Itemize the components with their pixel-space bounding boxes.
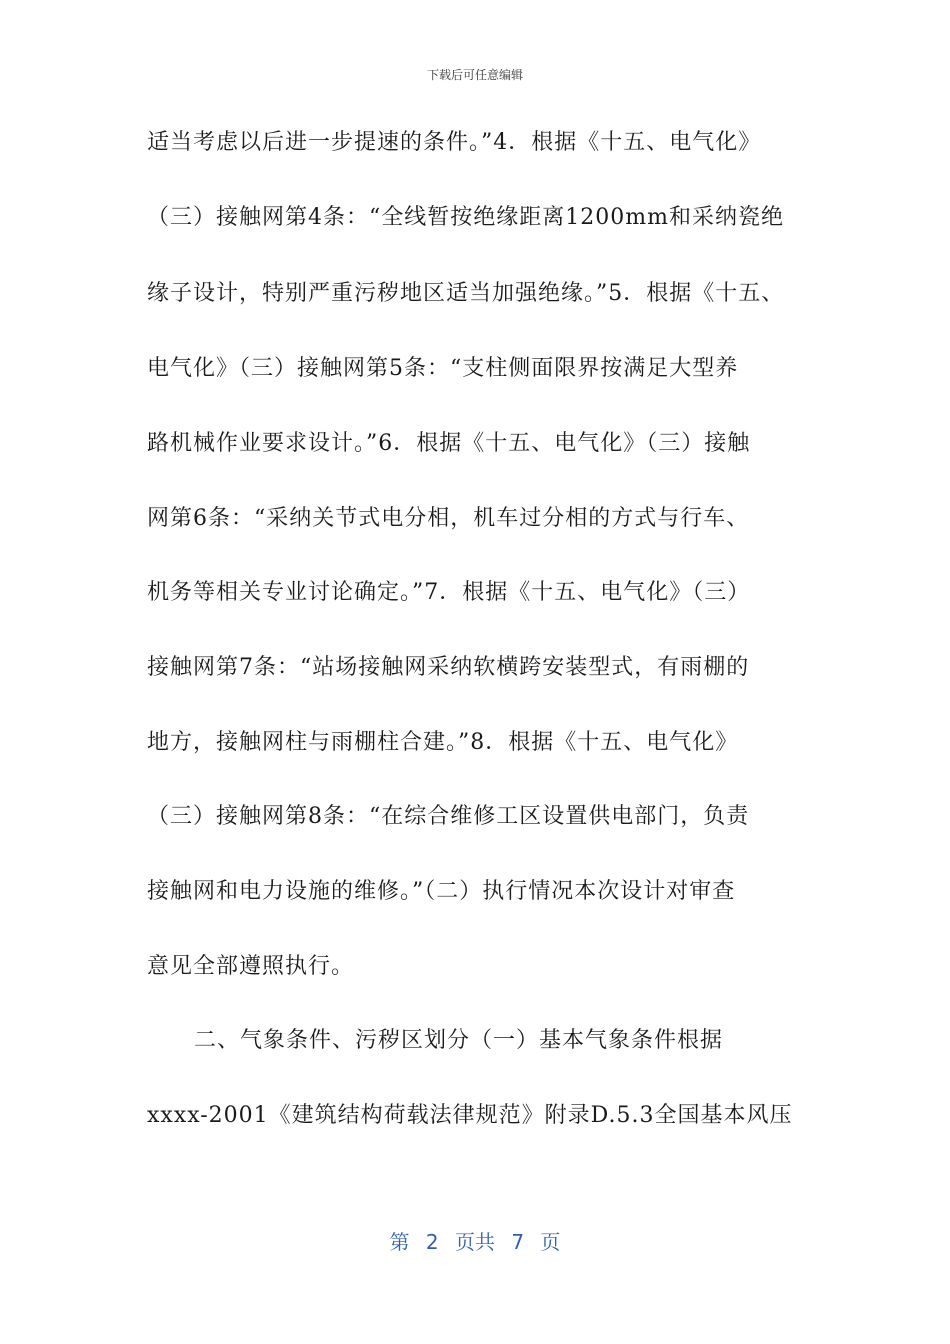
text-line: （三）接触网第8条：“在综合维修工区设置供电部门，负责 [147, 804, 750, 829]
text-line: 路机械作业要求设计。”6．根据《十五、电气化》（三）接触 [147, 431, 751, 456]
section-heading-line: 二、气象条件、污秽区划分（一）基本气象条件根据 [194, 1028, 724, 1053]
page-header-note: 下载后可任意编辑 [426, 68, 523, 82]
text-line: xxxx-2001《建筑结构荷载法律规范》附录D.5.3全国基本风压 [147, 1103, 793, 1128]
text-line: 电气化》（三）接触网第5条：“支柱侧面限界按满足大型养 [147, 356, 739, 381]
text-line: 机务等相关专业讨论确定。”7．根据《十五、电气化》（三） [147, 580, 751, 605]
text-line: 地方，接触网柱与雨棚柱合建。”8．根据《十五、电气化》 [147, 730, 739, 755]
page-number-footer: 第 2 页共 7 页 [389, 1230, 561, 1254]
text-line: 接触网第7条：“站场接触网采纳软横跨安装型式，有雨棚的 [147, 655, 750, 680]
text-line: 意见全部遵照执行。 [147, 954, 355, 979]
text-line: （三）接触网第4条：“全线暂按绝缘距离1200mm和采纳瓷绝 [147, 205, 784, 230]
text-line: 适当考虑以后进一步提速的条件。”4．根据《十五、电气化》 [147, 130, 762, 155]
text-line: 网第6条：“采纳关节式电分相，机车过分相的方式与行车、 [147, 506, 750, 531]
text-line: 缘子设计，特别严重污秽地区适当加强绝缘。”5．根据《十五、 [147, 281, 785, 306]
text-line: 接触网和电力设施的维修。”（二）执行情况本次设计对审查 [147, 879, 736, 904]
